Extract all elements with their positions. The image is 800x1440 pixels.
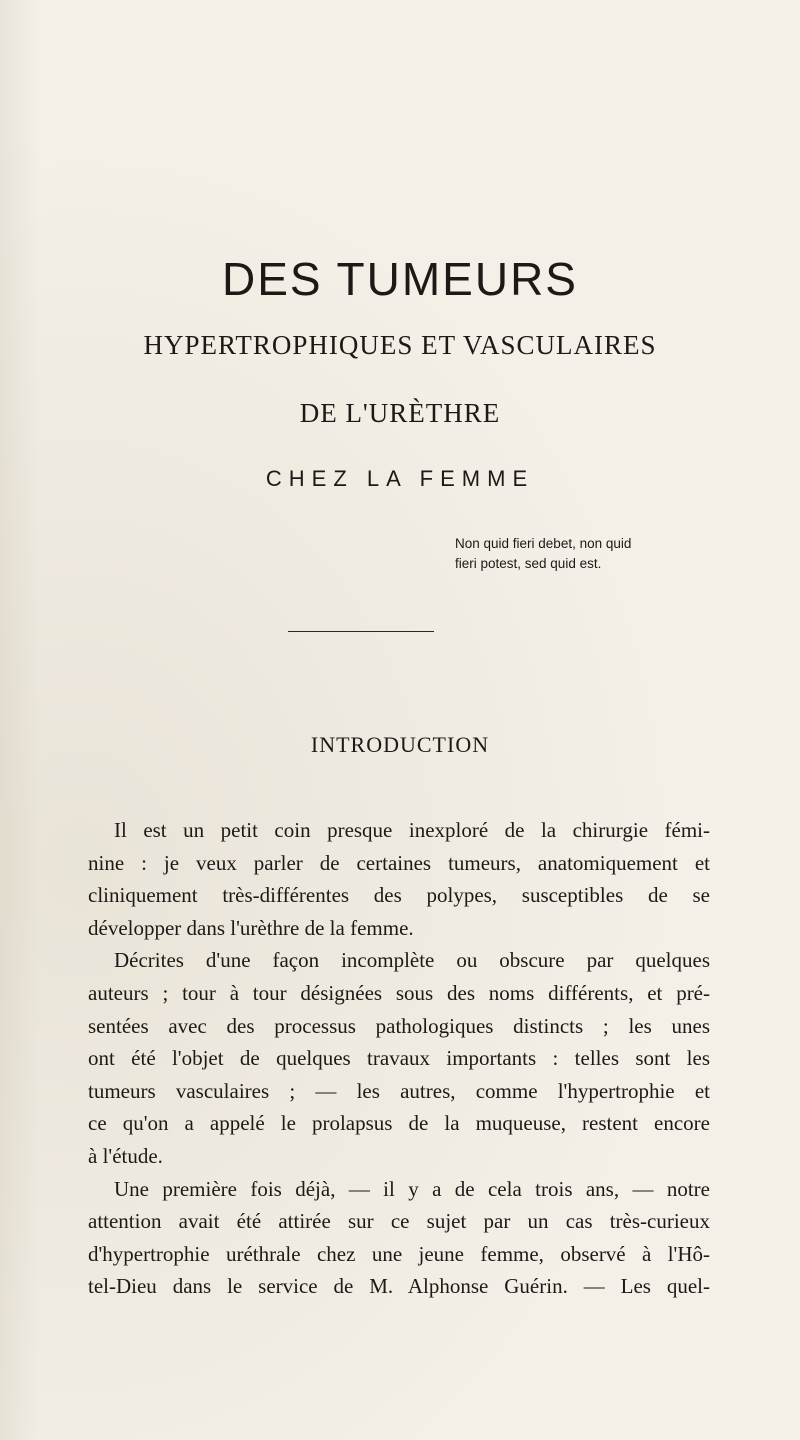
text-line: développer dans l'urèthre de la femme. — [88, 915, 414, 940]
epigraph-line-2: fieri potest, sed quid est. — [455, 556, 602, 571]
text-line: sentées avec des processus pathologiques distincts ; les unes — [88, 1013, 710, 1038]
title-line-3: DE L'URÈTHRE — [299, 398, 501, 428]
text-line: auteurs ; tour à tour désignées sous des noms différents, et pré- — [88, 980, 710, 1005]
divider-rule — [288, 631, 434, 632]
text-line: à l'étude. — [88, 1143, 163, 1168]
text-line: Une première fois déjà, — il y a de cela trois ans, — notre — [114, 1176, 710, 1201]
paragraph-3 — [88, 1173, 710, 1303]
epigraph-line-1: Non quid fieri debet, non quid — [455, 536, 632, 551]
epigraph — [455, 534, 715, 574]
title-line-4: CHEZ LA FEMME — [265, 466, 535, 491]
text-line: nine : je veux parler de certaines tumeurs, anatomiquement et — [88, 850, 710, 875]
text-line: cliniquement très-différentes des polypes, susceptibles de se — [88, 883, 710, 908]
body-text — [88, 814, 710, 1303]
text-line: tumeurs vasculaires ; — les autres, comme l'hypertrophie et — [88, 1078, 710, 1103]
paragraph-1 — [88, 814, 710, 944]
paragraph-2 — [88, 944, 710, 1172]
section-title: INTRODUCTION — [310, 732, 490, 757]
text-line: ont été l'objet de quelques travaux importants : telles sont les — [88, 1046, 710, 1071]
text-line: d'hypertrophie uréthrale chez une jeune femme, observé à l'Hô- — [88, 1241, 710, 1266]
text-line: attention avait été attirée sur ce sujet par un cas très-curieux — [88, 1209, 710, 1234]
title-line-1: DES TUMEURS — [222, 253, 578, 305]
text-line: Il est un petit coin presque inexploré de la chirurgie fémi- — [114, 818, 710, 842]
title-line-2: HYPERTROPHIQUES ET VASCULAIRES — [143, 330, 657, 360]
text-line: ce qu'on a appelé le prolapsus de la muqueuse, restent encore — [88, 1111, 710, 1136]
text-line: Décrites d'une façon incomplète ou obscure par quelques — [114, 948, 710, 973]
text-line: tel-Dieu dans le service de M. Alphonse Guérin. — Les quel- — [88, 1274, 710, 1299]
